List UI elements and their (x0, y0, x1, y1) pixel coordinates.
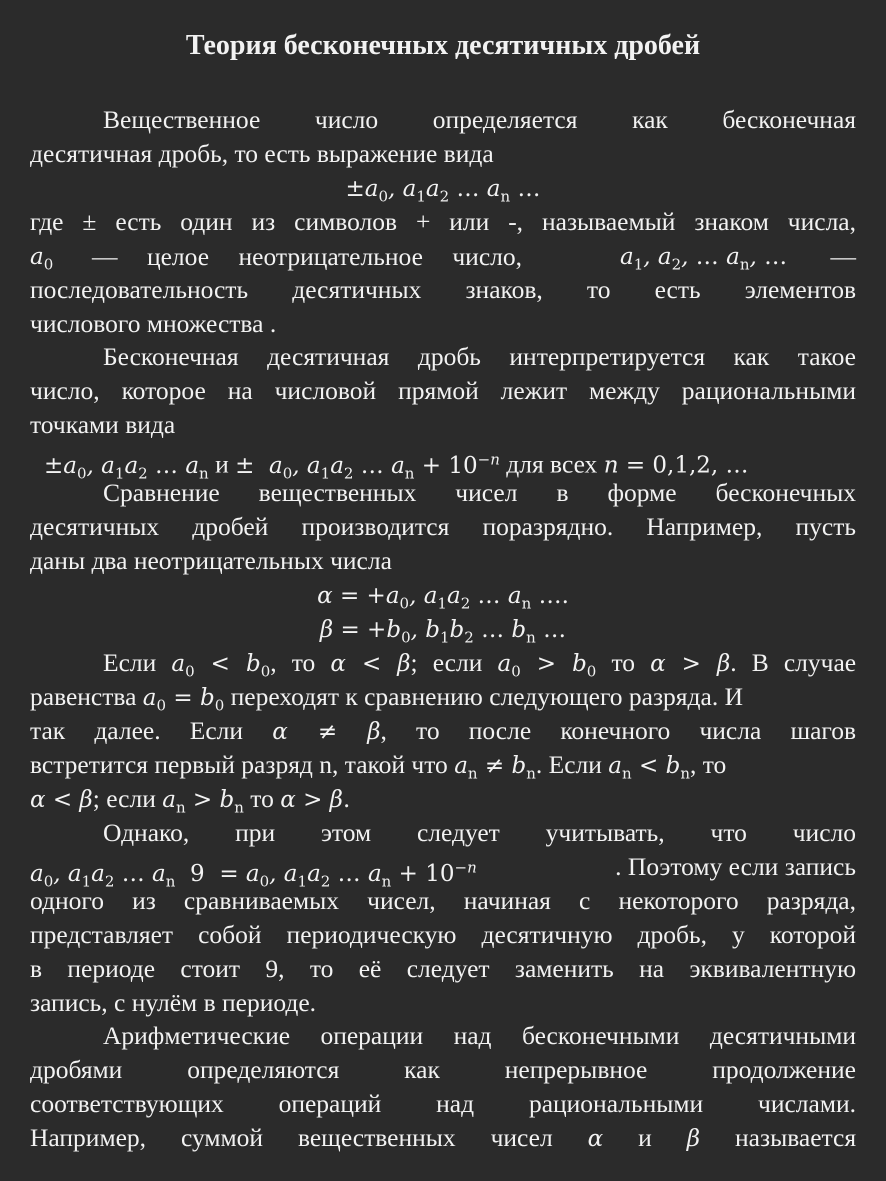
text-line: где ± есть один из символов + или -, называемый знаком числа, (30, 207, 856, 236)
inline-text: так далее. Если (30, 716, 244, 745)
text-line: числового множества . (30, 309, 277, 338)
inline-text: — целое неотрицательное число, (92, 242, 522, 271)
inline-text: ; если (92, 784, 156, 813)
text-line-with-formula: $a_0$ — целое неотрицательное число, $a_1$, $a_2$, … $a_n$, … — (30, 242, 856, 274)
inline-text: то (250, 784, 274, 813)
text-line: десятичных дробей производится поразрядно. Например, пусть (30, 512, 856, 541)
inline-text: , то (270, 648, 316, 677)
inline-text: и (638, 1123, 652, 1152)
inline-text: — (830, 242, 856, 271)
text-line: десятичная дробь, то есть выражение вида (30, 139, 494, 168)
text-line: дробями определяются как непрерывное продолжение (30, 1055, 856, 1084)
text-line-with-formula: Если $a_0 < b_0$, то α < β; если $a_0 > b_0$ то α > β. В случае (103, 648, 857, 681)
inline-text: для всех (506, 449, 598, 479)
text-line: даны два неотрицательных числа (30, 546, 392, 575)
text-line: Однако, при этом следует учитывать, что число (103, 818, 856, 847)
inline-text: и (215, 449, 229, 479)
text-line: последовательность десятичных знаков, то есть элементов (30, 275, 856, 304)
text-line: Бесконечная десятичная дробь интерпретируется как такое (103, 342, 856, 371)
inline-text: то (611, 648, 635, 677)
text-line: соответствующих операций над рациональными числами. (30, 1089, 856, 1118)
text-line-with-formula: $a_0$, $a_1a_2$ … $a_n$ $9 = a_0$, $a_1a_2$ … $a_n + 10^{-n}$ . Поэтому если запись (30, 852, 856, 891)
inline-text: называется (735, 1123, 857, 1152)
text-line: одного из сравниваемых чисел, начиная с некоторого разряда, (30, 886, 856, 915)
inline-text: равенства (30, 682, 137, 711)
text-line-with-formula: α < β; если $a_n > b_n$ то α > β. (30, 784, 351, 817)
inline-text: Если (103, 648, 157, 677)
inline-text: , то (690, 750, 727, 779)
formula-line: $\beta = +b_0$, $b_1b_2$ … $b_n$ … (319, 617, 567, 647)
inline-text: встретится первый разряд n, такой что (30, 750, 448, 779)
text-line-with-formula: встретится первый разряд n, такой что $a_n \ne b_n$. Если $a_n < b_n$, то (30, 750, 727, 783)
text-line: Арифметические операции над бесконечными десятичными (103, 1021, 856, 1050)
inline-text: переходят к сравнению следующего разряда. И (230, 682, 743, 711)
inline-text: . Поэтому если запись (615, 852, 856, 881)
inline-text: . Если (535, 750, 602, 779)
text-line-with-formula: равенства $a_0 = b_0$ переходят к сравнению следующего разряда. И (30, 682, 743, 715)
formula-line: $\pm a_0$, $a_1a_2$ … $a_n$ $и \pm a_0$, $a_1a_2$ … $a_n + 10^{-n}$ для всех n = 0,1,2, … (44, 449, 749, 483)
inline-text: ; если (410, 648, 483, 677)
text-line-with-formula: Например, суммой вещественных чисел α и β называется (30, 1123, 857, 1152)
formula-line: $\alpha = +a_0$, $a_1a_2$ … $a_n$ …. (317, 583, 569, 613)
text-line: представляет собой периодическую десятичную дробь, у которой (30, 920, 856, 949)
inline-text: , то после конечного числа шагов (380, 716, 857, 745)
text-line: число, которое на числовой прямой лежит между рациональными (30, 376, 856, 405)
text-line: Вещественное число определяется как бесконечная (103, 105, 856, 134)
document-title: Теория бесконечных десятичных дробей (185, 30, 701, 61)
formula-line: $\pm a_0$, $a_1a_2$ … $a_n$ … (345, 176, 541, 206)
text-line: в периоде стоит 9, то её следует заменить на эквивалентную (30, 954, 856, 983)
text-line: Сравнение вещественных чисел в форме бесконечных (103, 478, 856, 507)
text-line-with-formula: так далее. Если α ≠ β, то после конечного числа шагов (30, 716, 857, 745)
text-line: запись, с нулём в периоде. (30, 988, 317, 1017)
inline-text: Например, суммой вещественных чисел (30, 1123, 553, 1152)
text-line: точками вида (30, 410, 176, 439)
inline-text: . В случае (730, 648, 857, 677)
